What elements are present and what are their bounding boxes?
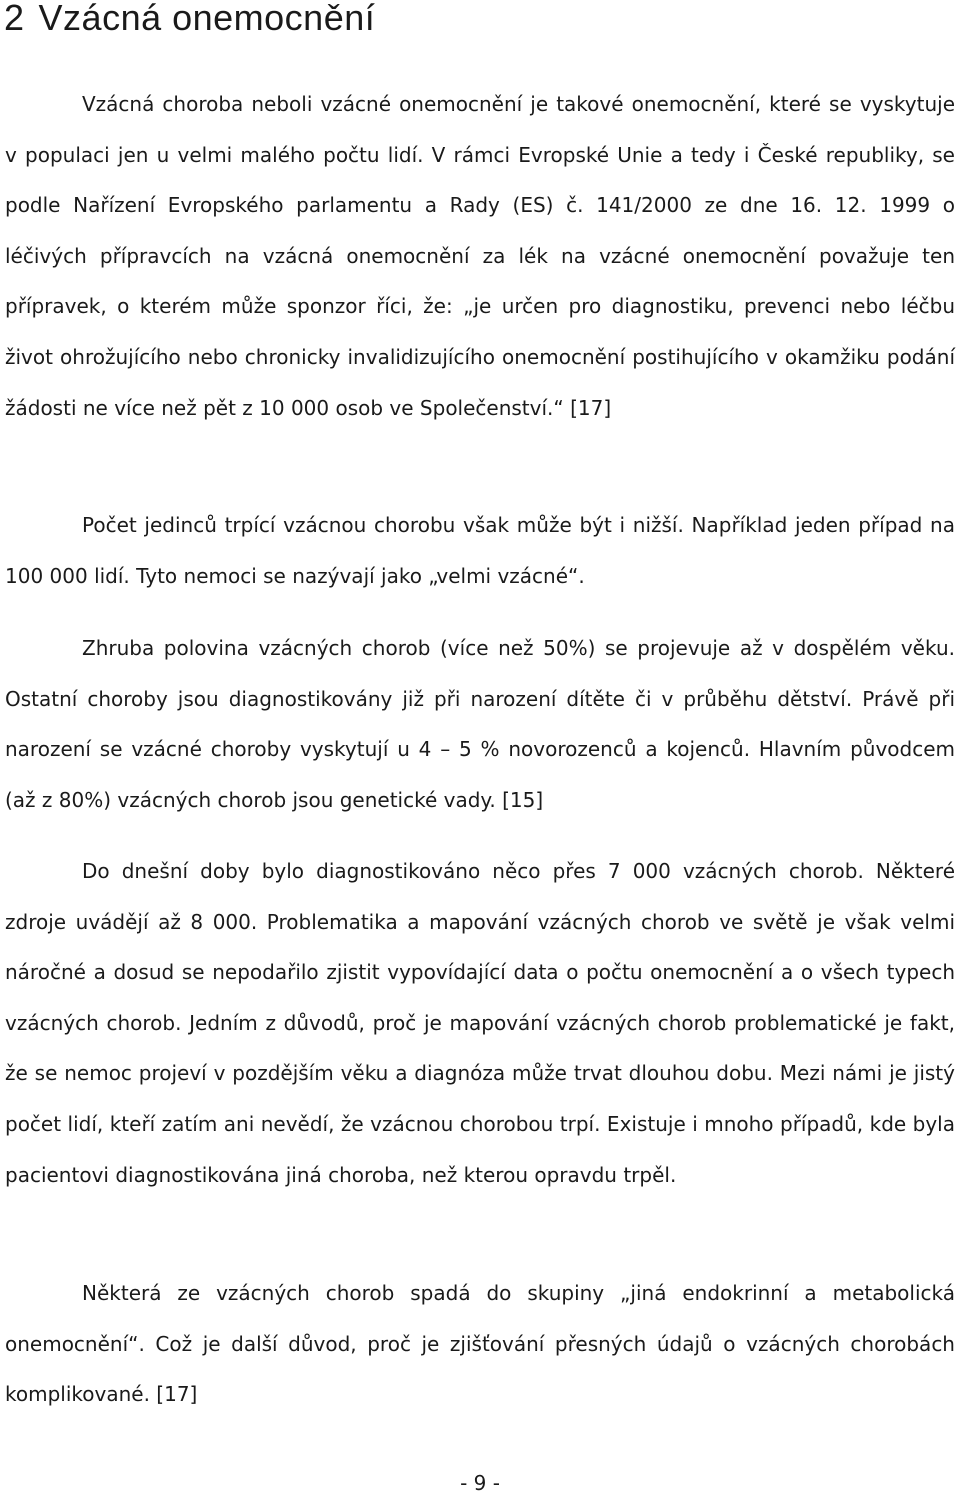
chapter-title: Vzácná onemocnění xyxy=(38,0,376,38)
paragraph-text: Zhruba polovina vzácných chorob (více než 50%) se projevuje až v dospělém věku. Ostatní choroby jsou diagnostikovány již při narození dítěte či v průběhu dětství. Právě při narození se vzácné choroby vyskytují u 4 – 5 % novorozenců a kojenců. Hlavním původcem (až z 80%) vzácných chorob jsou genetické vady. [15] xyxy=(5,636,955,812)
paragraph-diagnosis xyxy=(5,846,955,1200)
paragraph-classification xyxy=(5,1268,955,1420)
page-number: - 9 - xyxy=(460,1471,500,1495)
paragraph-text: Počet jedinců trpící vzácnou chorobu však může být i nižší. Například jeden případ na 100 000 lidí. Tyto nemoci se nazývají jako „velmi vzácné“. xyxy=(5,513,955,588)
paragraph-incidence xyxy=(5,500,955,601)
paragraph-text: Vzácná choroba neboli vzácné onemocnění je takové onemocnění, které se vyskytuje v populaci jen u velmi malého počtu lidí. V rámci Evropské Unie a tedy i České republiky, se podle Nařízení Evropského parlamentu a Rady (ES) č. 141/2000 ze dne 16. 12. 1999 o léčivých přípravcích na vzácná onemocnění za lék na vzácné onemocnění považuje ten přípravek, o kterém může sponzor říci, že: „je určen pro diagnostiku, prevenci nebo léčbu život ohrožujícího nebo chronicky invalidizujícího onemocnění postihujícího v okamžiku podání žádosti ne více než pět z 10 000 osob ve Společenství.“ [17] xyxy=(5,92,955,420)
paragraph-text: Některá ze vzácných chorob spadá do skupiny „jiná endokrinní a metabolická onemocnění“. Což je další důvod, proč je zjišťování přesných údajů o vzácných chorobách komplikované. [17] xyxy=(5,1281,955,1407)
paragraph-onset xyxy=(5,623,955,825)
chapter-heading xyxy=(4,0,375,40)
paragraph-text: Do dnešní doby bylo diagnostikováno něco přes 7 000 vzácných chorob. Některé zdroje uvádějí až 8 000. Problematika a mapování vzácných chorob ve světě je však velmi náročné a dosud se nepodařilo zjistit vypovídající data o počtu onemocnění a o všech typech vzácných chorob. Jedním z důvodů, proč je mapování vzácných chorob problematické je fakt, že se nemoc projeví v pozdějším věku a diagnóza může trvat dlouhou dobu. Mezi námi je jistý počet lidí, kteří zatím ani nevědí, že vzácnou chorobou trpí. Existuje i mnoho případů, kde byla pacientovi diagnostikována jiná choroba, než kterou opravdu trpěl. xyxy=(5,859,955,1187)
paragraph-definition xyxy=(5,79,955,433)
chapter-number: 2 xyxy=(4,0,25,38)
